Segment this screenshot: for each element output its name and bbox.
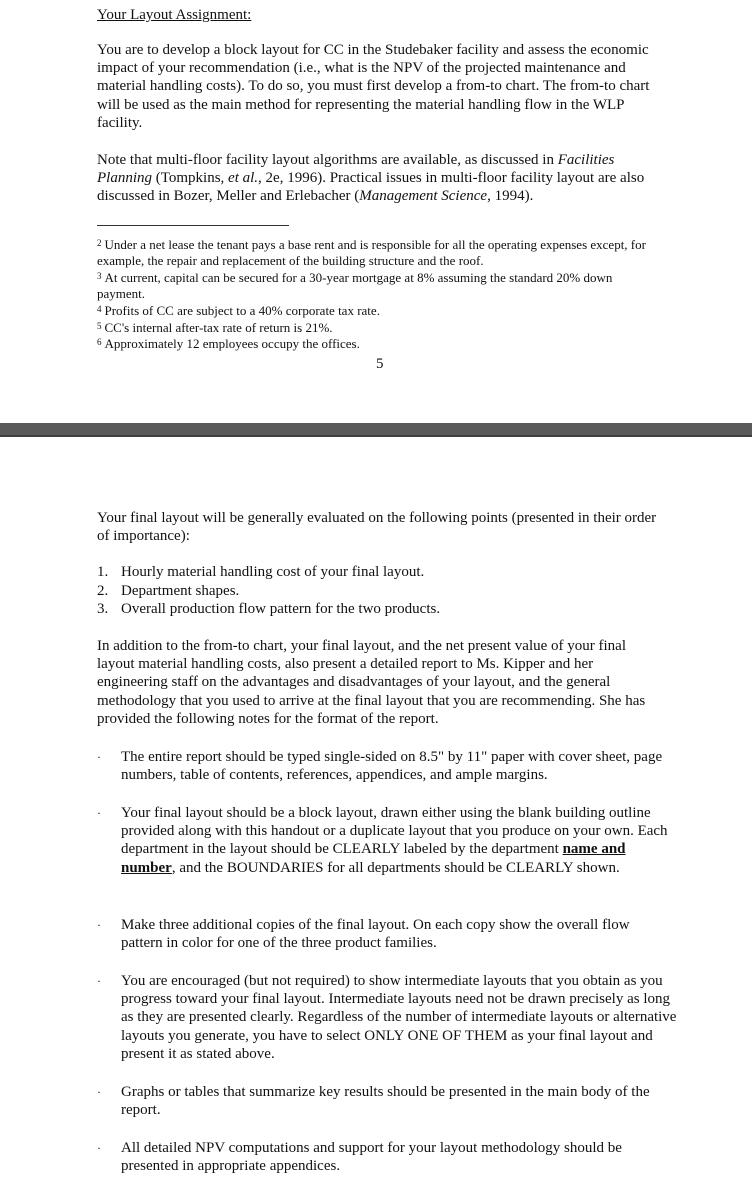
bullet-marker: · (97, 1141, 101, 1155)
criteria-item-2: 2. Department shapes. (97, 583, 240, 599)
bullet-marker: · (97, 750, 101, 764)
section-heading: Your Layout Assignment: (97, 7, 252, 23)
bullet-marker: · (97, 806, 101, 820)
emphasis-name-and-number: name and number (121, 841, 626, 876)
page-number: 5 (376, 356, 384, 372)
document-page-5 (0, 0, 752, 423)
assignment-paragraph: You are to develop a block layout for CC in the Studebaker facility and assess the economic impact of your recommendation (i.e., what is the NPV of the projected maintenance and material handling costs). To do so, you must first develop a from-to chart. The from-to chart will be used as the main method for representing the material handling flow in the WLP facility. (97, 42, 650, 131)
bullet-flow-copies: · Make three additional copies of the final layout. On each copy show the overall flow pattern in color for one of the three product families. (97, 917, 630, 952)
bullet-marker: · (97, 1085, 101, 1099)
criteria-item-1: 1. Hourly material handling cost of your final layout. (97, 564, 425, 580)
page-separator (0, 423, 752, 437)
footnote-4: $^4$ Profits of CC are subject to a 40% corporate tax rate. (97, 303, 380, 318)
footnote-divider (97, 225, 289, 226)
footnote-6: $^6$ Approximately 12 employees occupy the offices. (97, 336, 360, 351)
note-paragraph: Note that multi-floor facility layout algorithms are available, as discussed in Facilities Planning (Tompkins, et al., 2e, 1996). Practical issues in multi-floor facility layout are also discussed in Bozer, Meller and Erlebacher (Management Science, 1994). (97, 152, 645, 205)
bullet-report-format: · The entire report should be typed single-sided on 8.5" by 11" paper with cover sheet, page numbers, table of contents, references, appendices, and ample margins. (97, 749, 663, 784)
bullet-npv-appendices: · All detailed NPV computations and support for your layout methodology should be presented in appropriate appendices. (97, 1140, 622, 1175)
report-paragraph: In addition to the from-to chart, your final layout, and the net present value of your final layout material handling costs, also present a detailed report to Ms. Kipper and her engineering staff on the advantages and disadvantages of your layout, and the general methodology that you used to arrive at the final layout that you are recommending. She has provided the following notes for the format of the report. (97, 638, 646, 727)
bullet-block-layout: · Your final layout should be a block layout, drawn either using the blank building outline provided along with this handout or a duplicate layout that you produce on your own. Each department in the layout should be CLEARLY labeled by the department name and number, and the BOUNDARIES for all departments should be CLEARLY shown. (97, 805, 668, 876)
evaluation-intro: Your final layout will be generally evaluated on the following points (presented in their order of importance): (97, 510, 657, 545)
bullet-marker: · (97, 974, 101, 988)
document-page-6 (0, 437, 752, 1201)
bullet-intermediate-layouts: · You are encouraged (but not required) to show intermediate layouts that you obtain as you progress toward your final layout. Intermediate layouts need not be drawn precisely as long as they are presented clearly. Regardless of the number of intermediate layouts or alternative layouts you generate, you have to select ONLY ONE OF THEM as your final layout and present it as stated above. (97, 973, 677, 1062)
footnote-2: $^2$ Under a net lease the tenant pays a base rent and is responsible for all the operating expenses except, for example, the repair and replacement of the building structure and the roof. (97, 237, 646, 269)
bullet-graphs-tables: · Graphs or tables that summarize key results should be presented in the main body of the report. (97, 1084, 650, 1119)
bullet-marker: · (97, 918, 101, 932)
footnote-5: $^5$ CC's internal after-tax rate of return is 21%. (97, 320, 333, 335)
criteria-item-3: 3. Overall production flow pattern for the two products. (97, 601, 441, 617)
footnote-3: $^3$ At current, capital can be secured for a 30-year mortgage at 8% assuming the standard 20% down payment. (97, 270, 613, 302)
